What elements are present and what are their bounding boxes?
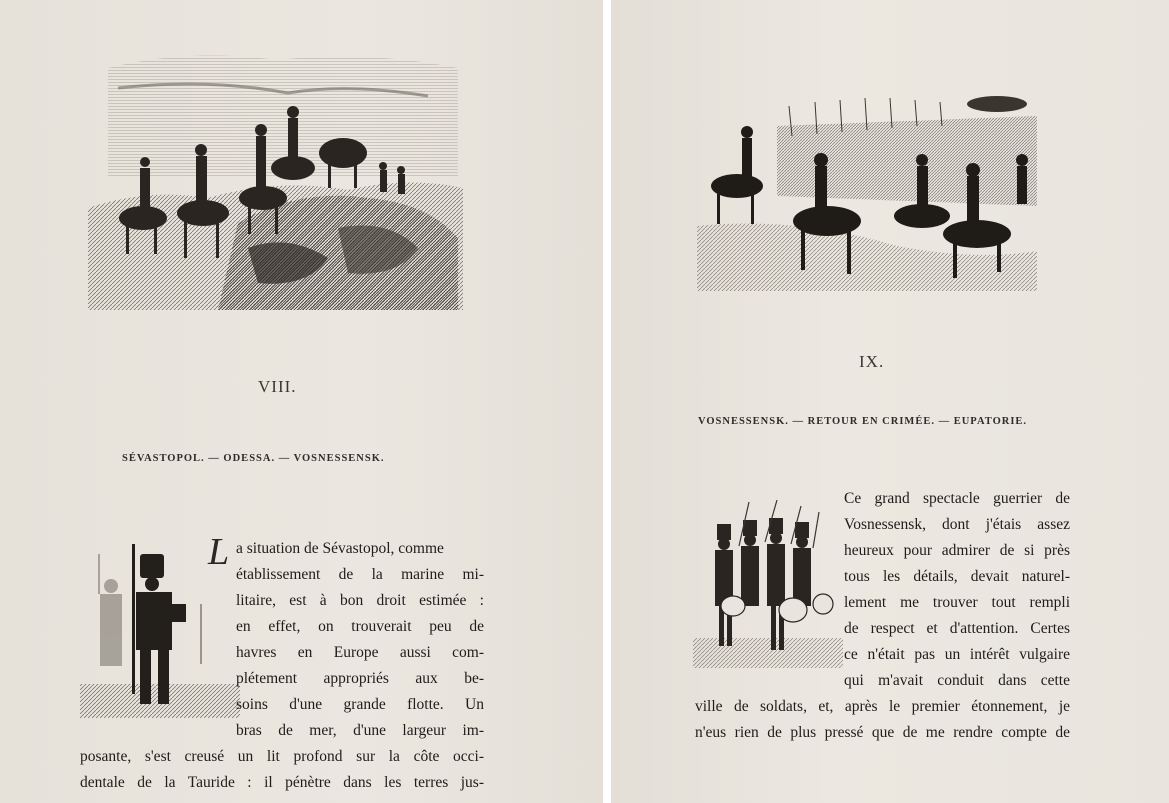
body-text-line: a situation de Sévastopol, comme: [236, 540, 444, 557]
drummers-and-infantry-engraving: [693, 498, 843, 668]
body-text-line: plétement appropriés aux be-: [236, 670, 484, 687]
page-gutter: [603, 0, 611, 803]
drop-cap: L: [208, 531, 230, 573]
body-text-line: Ce grand spectacle guerrier de: [844, 490, 1070, 507]
body-text-line: en effet, on trouverait peu de: [236, 618, 484, 635]
body-text-line: soins d'une grande flotte. Un: [236, 696, 484, 713]
body-text-line: litaire, est à bon droit estimée :: [236, 592, 484, 609]
chapter-title: SÉVASTOPOL. — ODESSA. — VOSNESSENSK.: [122, 453, 385, 464]
body-text-line: havres en Europe aussi com-: [236, 644, 484, 661]
body-text-line: qui m'avait conduit dans cette: [844, 672, 1070, 689]
horsemen-on-rocky-hill-engraving: [88, 48, 463, 310]
cavalry-charge-engraving: [697, 76, 1037, 291]
body-text-line: établissement de la marine mi-: [236, 566, 484, 583]
body-text-line: posante, s'est creusé un lit profond sur la côte occi-: [80, 748, 484, 765]
right-page: [611, 0, 1169, 803]
chapter-number: VIII.: [258, 377, 297, 396]
body-text-line: ville de soldats, et, après le premier étonnement, je: [695, 698, 1070, 715]
body-text-line: bras de mer, d'une largeur im-: [236, 722, 484, 739]
body-text-line: ce n'était pas un intérêt vulgaire: [844, 646, 1070, 663]
body-text-line: dentale de la Tauride : il pénètre dans les terres jus-: [80, 774, 484, 791]
body-text-line: tous les détails, devait naturel-: [844, 568, 1070, 585]
body-text-line: lement me trouver tout rempli: [844, 594, 1070, 611]
body-text-line: n'eus rien de plus pressé que de me rendre compte de: [695, 724, 1070, 741]
chapter-number: IX.: [859, 352, 885, 371]
body-text-line: Vosnessensk, dont j'étais assez: [844, 516, 1070, 533]
chapter-title: VOSNESSENSK. — RETOUR EN CRIMÉE. — EUPATORIE.: [698, 416, 1028, 427]
body-text-line: de respect et d'attention. Certes: [844, 620, 1070, 637]
body-text-line: heureux pour admirer de si près: [844, 542, 1070, 559]
